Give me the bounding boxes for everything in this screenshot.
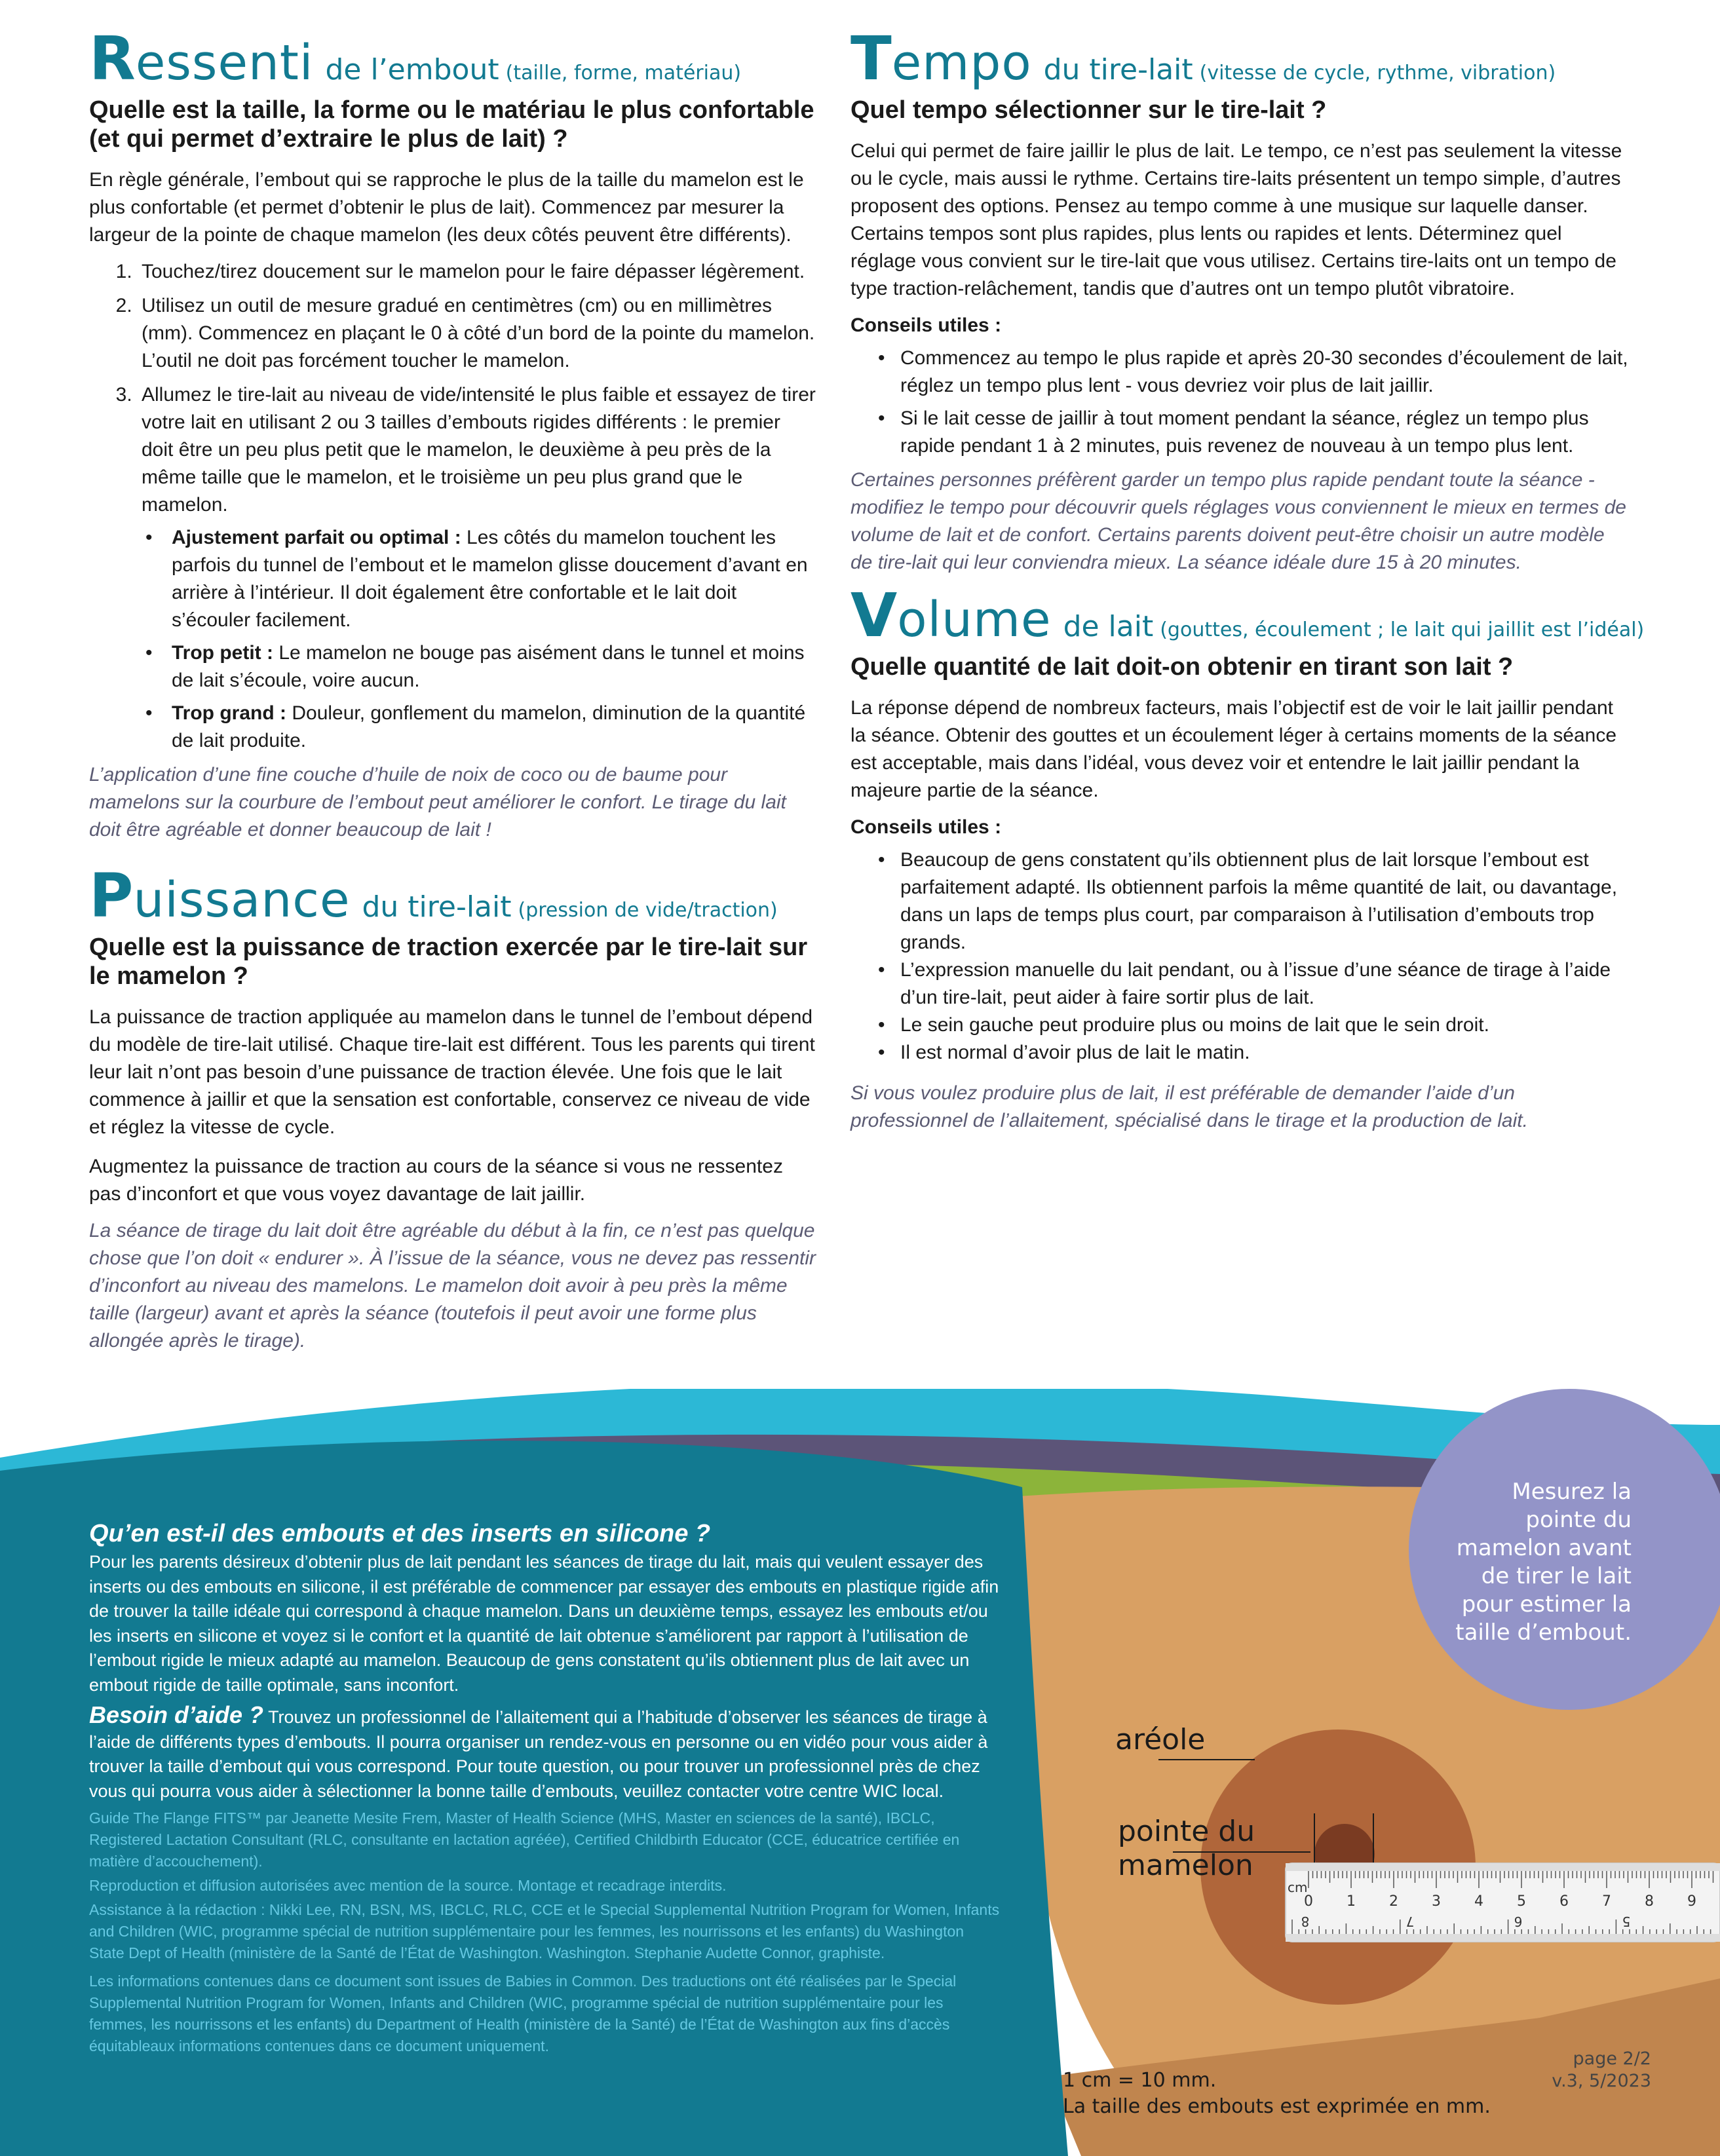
ressenti-note: L’application d’une fine couche d’huile de noix de coco ou de baume pour mamelons sur la courbure de l’embout peut améliorer le confort. Le tirage du lait doit être agréable et donner beaucoup de lait ! bbox=[89, 764, 786, 841]
ruler-num-4: 4 bbox=[1474, 1893, 1483, 1910]
version: v.3, 5/2023 bbox=[1552, 2071, 1651, 2091]
volume-paren: (gouttes, écoulement ; le lait qui jaillit est l’idéal) bbox=[1160, 618, 1645, 641]
ressenti-paren: (taille, forme, matériau) bbox=[505, 62, 742, 85]
tempo-subtitle: du tire-lait bbox=[1043, 53, 1193, 86]
tempo-tips-label: Conseils utiles : bbox=[850, 314, 1002, 336]
volume-big-letter: V bbox=[850, 580, 898, 651]
puissance-big-letter: P bbox=[89, 861, 134, 931]
credits bbox=[89, 1807, 1000, 2057]
volume-heading bbox=[850, 580, 1645, 651]
fit-optimal-text: Les côtés du mamelon touchent les parfois du tunnel de l’embout et le mamelon glisse doucement d’avant en arrière à l’intérieur. Il doit également être confortable et le lait doit s’écouler facilement. bbox=[172, 527, 808, 631]
right-column bbox=[850, 24, 1645, 1144]
conversion-note bbox=[1063, 2068, 1491, 2120]
ruler-inch-8: 8 bbox=[1301, 1914, 1310, 1929]
ruler-num-9: 9 bbox=[1687, 1893, 1696, 1910]
tempo-p1: Celui qui permet de faire jaillir le plus de lait. Le tempo, ce n’est pas seulement la vitesse ou le cycle, mais aussi le rythme. Certains tire-laits présentent un tempo simple, d’autres proposent des options. Pensez au tempo comme à une musique sur laquelle danser. Certains tempos sont plus rapides, plus lents ou rapides et lents. Déterminez quel réglage vous convient sur le tire-lait que vous utilisez. Certains tire-laits ont un tempo de type traction-relâchement, tandis que d’autres ont un tempo plutôt vibratoire. bbox=[850, 140, 1622, 299]
credit-author: Guide The Flange FITS™ par Jeanette Mesite Frem, Master of Health Science (MHS, Master en sciences de la santé), IBCLC, Registered Lactation Consultant (RLC, consultante en lactation agréée), Certified Childbirth Educator (CCE, éducatrice certifiée en matière d’accouchement). bbox=[89, 1809, 960, 1870]
fit-too-big-label: Trop grand : bbox=[172, 702, 286, 724]
section-ressenti bbox=[89, 24, 816, 844]
ressenti-heading bbox=[89, 24, 816, 94]
puissance-subtitle: du tire-lait bbox=[362, 890, 512, 924]
step-3-text: Allumez le tire-lait au niveau de vide/intensité le plus faible et essayez de tirer votre lait en utilisant 2 ou 3 tailles d’embouts rigides différents : le premier doit être un peu plus petit que le mamelon, le deuxième à peu près de la même taille que le mamelon, et le troisième un peu plus grand que le mamelon. bbox=[142, 384, 816, 516]
step-1: 1. Touchez/tirez doucement sur le mamelon pour le faire dépasser légèrement. bbox=[138, 258, 816, 286]
ruler-num-0: 0 bbox=[1304, 1893, 1313, 1910]
silicone-title: Qu’en est-il des embouts et des inserts en silicone ? bbox=[89, 1520, 711, 1547]
help-paragraph bbox=[89, 1703, 1000, 1804]
step-2: 2. Utilisez un outil de mesure gradué en centimètres (cm) ou en millimètres (mm). Commencez en plaçant le 0 à côté d’un bord de la pointe du mamelon. L’outil ne doit pas forcément toucher le mamelon. bbox=[138, 292, 816, 375]
volume-tips bbox=[850, 846, 1630, 1067]
tempo-big-letter: T bbox=[850, 24, 892, 94]
volume-subtitle: de lait bbox=[1063, 610, 1154, 643]
tempo-note: Certaines personnes préfèrent garder un tempo plus rapide pendant toute la séance - modifiez le tempo pour découvrir quels réglages vous conviennent le mieux en termes de volume de lait et de confort. Certains parents doivent peut-être choisir un autre modèle de tire-lait qui leur conviendra mieux. La séance idéale dure 15 à 20 minutes. bbox=[850, 469, 1626, 573]
nipple-label-line2: mamelon bbox=[1118, 1849, 1253, 1882]
volume-tip-2: • L’expression manuelle du lait pendant, ou à l’issue d’une séance de tirage à l’aide d’un tire-lait, peut aider à faire sortir plus de lait. bbox=[900, 956, 1630, 1012]
bottom-text bbox=[89, 1519, 1000, 2060]
areole-label: aréole bbox=[1115, 1723, 1206, 1756]
ressenti-big-letter: R bbox=[89, 24, 136, 94]
credit-source: Les informations contenues dans ce document sont issues de Babies in Common. Des traductions ont été réalisées par le Special Supplemental Nutrition Program for Women, Infants and Children (WIC, programme spécial de nutrition supplémentaire pour les femmes, les nourrissons et les enfants) du Department of Health (ministère de la Santé) de l’État de Washington aux fins d’accès équitableaux informations contenues dans ce document uniquement. bbox=[89, 1973, 957, 2054]
size-unit-note: La taille des embouts est exprimée en mm. bbox=[1063, 2095, 1491, 2118]
volume-title: olume bbox=[897, 592, 1052, 648]
ressenti-subtitle: de l’embout bbox=[325, 53, 499, 86]
ruler-inch-6: 6 bbox=[1514, 1914, 1523, 1929]
ressenti-title: essenti bbox=[135, 35, 314, 91]
ruler-num-7: 7 bbox=[1602, 1893, 1611, 1910]
section-volume bbox=[850, 580, 1645, 1135]
credit-reproduction: Reproduction et diffusion autorisées avec mention de la source. Montage et recadrage interdits. bbox=[89, 1877, 727, 1894]
ruler-num-2: 2 bbox=[1389, 1893, 1398, 1910]
ruler-num-8: 8 bbox=[1645, 1893, 1654, 1910]
help-text: Trouvez un professionnel de l’allaitement qui a l’habitude d’observer les séances de tirage à l’aide de différents types d’embouts. Il pourra organiser un rendez-vous en personne ou en vidéo pour vous aider à trouver la taille d’embout qui vous correspond. Pour toute question, ou pour trouver un professionnel près de chez vous qui pourra vous aider à sélectionner la bonne taille d’embouts, veuillez contacter votre centre WIC local. bbox=[89, 1707, 988, 1801]
ressenti-question: Quelle est la taille, la forme ou le matériau le plus confortable (et qui permet d’extraire le plus de lait) ? bbox=[89, 96, 814, 153]
puissance-question: Quelle est la puissance de traction exercée par le tire-lait sur le mamelon ? bbox=[89, 934, 808, 990]
puissance-p1: La puissance de traction appliquée au mamelon dans le tunnel de l’embout dépend du modèle de tire-lait utilisé. Chaque tire-lait est différent. Tous les parents qui tirent leur lait n’ont pas besoin d’une puissance de traction élevée. Une fois que le lait commence à jaillir et que la sensation est confortable, conservez ce niveau de vide et réglez la vitesse de cycle. bbox=[89, 1006, 815, 1138]
section-tempo bbox=[850, 24, 1630, 577]
fit-optimal-label: Ajustement parfait ou optimal : bbox=[172, 527, 461, 548]
tempo-heading bbox=[850, 24, 1630, 94]
credit-assistance: Assistance à la rédaction : Nikki Lee, RN, BSN, MS, IBCLC, RLC, CCE et le Special Supplemental Nutrition Program for Women, Infants and Children (WIC, programme spécial de nutrition supplémentaire pour les femmes, les nourrissons et les enfants) du Washington State Dept of Health (ministère de la Santé de l’État de Washington. Washington. Stephanie Audette Connor, graphiste. bbox=[89, 1901, 1000, 1961]
ruler-inch-7: 7 bbox=[1405, 1914, 1415, 1929]
volume-tip-3: • Le sein gauche peut produire plus ou moins de lait que le sein droit. bbox=[900, 1012, 1630, 1039]
puissance-title: uissance bbox=[133, 872, 351, 928]
ruler-inch-5: 5 bbox=[1622, 1914, 1631, 1929]
tempo-question: Quel tempo sélectionner sur le tire-lait ? bbox=[850, 96, 1327, 124]
tempo-tip-1: • Commencez au tempo le plus rapide et après 20-30 secondes d’écoulement de lait, réglez un tempo plus lent - vous devriez voir plus de lait jaillir. bbox=[900, 345, 1630, 400]
tempo-tips bbox=[850, 345, 1630, 460]
volume-p1: La réponse dépend de nombreux facteurs, mais l’objectif est de voir le lait jaillir pendant la séance. Obtenir des gouttes et un écoulement léger à certains moments de la séance est acceptable, mais dans l’idéal, vous devez voir et entendre le lait jaillir pendant la majeure partie de la séance. bbox=[850, 697, 1617, 801]
ruler-bottom-edge bbox=[1286, 1934, 1720, 1942]
fit-too-small-label: Trop petit : bbox=[172, 642, 273, 664]
nipple-label-line1: pointe du bbox=[1118, 1815, 1255, 1848]
ruler-num-3: 3 bbox=[1432, 1893, 1441, 1910]
silicone-text: Pour les parents désireux d’obtenir plus de lait pendant les séances de tirage du lait, mais qui veulent essayer des inserts ou des embouts en silicone, il est préférable de commencer par essayer des embouts en plastique rigide afin de trouver la taille idéale qui correspond à chaque mamelon. Dans un deuxième temps, essayez les embouts et/ou les inserts en silicone et voyez si le confort et la quantité de lait obtenue s’améliorent par rapport à l’utilisation de l’embout rigide le mieux adapté au mamelon. Beaucoup de gens constatent qu’ils obtiennent plus de lait avec un embout rigide de taille optimale, sans inconfort. bbox=[89, 1552, 999, 1695]
fit-optimal bbox=[168, 524, 816, 634]
ruler-unit: cm bbox=[1288, 1880, 1308, 1895]
fit-too-small-text: Le mamelon ne bouge pas aisément dans le tunnel et moins de lait s’écoule, voire aucun. bbox=[172, 642, 805, 691]
volume-tips-label: Conseils utiles : bbox=[850, 816, 1002, 838]
cm-mm-note: 1 cm = 10 mm. bbox=[1063, 2069, 1217, 2092]
volume-note: Si vous voulez produire plus de lait, il est préférable de demander l’aide d’un professionnel de l’allaitement, spécialisé dans le tirage et la production de lait. bbox=[850, 1082, 1528, 1131]
step-3 bbox=[138, 381, 816, 755]
ressenti-intro: En règle générale, l’embout qui se rapproche le plus de la taille du mamelon est le plus confortable (et permet d’obtenir le plus de lait). Commencez par mesurer la largeur de la pointe de chaque mamelon (les deux côtés peuvent être différents). bbox=[89, 169, 804, 246]
ressenti-steps bbox=[89, 258, 816, 755]
ruler bbox=[1286, 1863, 1720, 1942]
ruler-num-6: 6 bbox=[1559, 1893, 1569, 1910]
section-puissance bbox=[89, 861, 816, 1355]
puissance-note: La séance de tirage du lait doit être agréable du début à la fin, ce n’est pas quelque chose que l’on doit « endurer ». À l’issue de la séance, vous ne devez pas ressentir d’inconfort au niveau des mamelons. Le mamelon doit avoir à peu près la même taille (largeur) avant et après la séance (toutefois il peut avoir une forme plus allongée après le tirage). bbox=[89, 1220, 816, 1352]
measure-note: Mesurez la pointe du mamelon avant de tirer le lait pour estimer la taille d’embout. bbox=[1455, 1479, 1632, 1646]
page-number: page 2/2 bbox=[1573, 2049, 1651, 2069]
nipple-label bbox=[1118, 1815, 1255, 1883]
ruler-num-1: 1 bbox=[1347, 1893, 1356, 1910]
fit-too-small bbox=[168, 639, 816, 694]
puissance-paren: (pression de vide/traction) bbox=[518, 899, 778, 922]
ruler-top-edge bbox=[1286, 1863, 1720, 1871]
volume-tip-4: • Il est normal d’avoir plus de lait le matin. bbox=[900, 1039, 1630, 1067]
volume-question: Quelle quantité de lait doit-on obtenir en tirant son lait ? bbox=[850, 653, 1514, 681]
fit-too-big bbox=[168, 700, 816, 755]
tempo-title: empo bbox=[891, 35, 1032, 91]
volume-tip-1: • Beaucoup de gens constatent qu’ils obtiennent plus de lait lorsque l’embout est parfaitement adapté. Ils obtiennent parfois la même quantité de lait, ou davantage, dans un laps de temps plus court, par comparaison à l’utilisation d’embouts trop grands. bbox=[900, 846, 1630, 956]
help-lead: Besoin d’aide ? bbox=[89, 1701, 264, 1728]
fit-list bbox=[142, 524, 816, 755]
tempo-paren: (vitesse de cycle, rythme, vibration) bbox=[1199, 62, 1556, 85]
puissance-p2: Augmentez la puissance de traction au cours de la séance si vous ne ressentez pas d’inconfort et que vous voyez davantage de lait jaillir. bbox=[89, 1156, 783, 1205]
tempo-tip-2: • Si le lait cesse de jaillir à tout moment pendant la séance, réglez un tempo plus rapide pendant 1 à 2 minutes, puis revenez de nouveau à un tempo plus lent. bbox=[900, 405, 1630, 460]
fit-too-big-text: Douleur, gonflement du mamelon, diminution de la quantité de lait produite. bbox=[172, 702, 806, 751]
puissance-heading bbox=[89, 861, 816, 931]
ruler-num-5: 5 bbox=[1517, 1893, 1526, 1910]
left-column bbox=[89, 24, 816, 1364]
page-info bbox=[1514, 2048, 1651, 2092]
